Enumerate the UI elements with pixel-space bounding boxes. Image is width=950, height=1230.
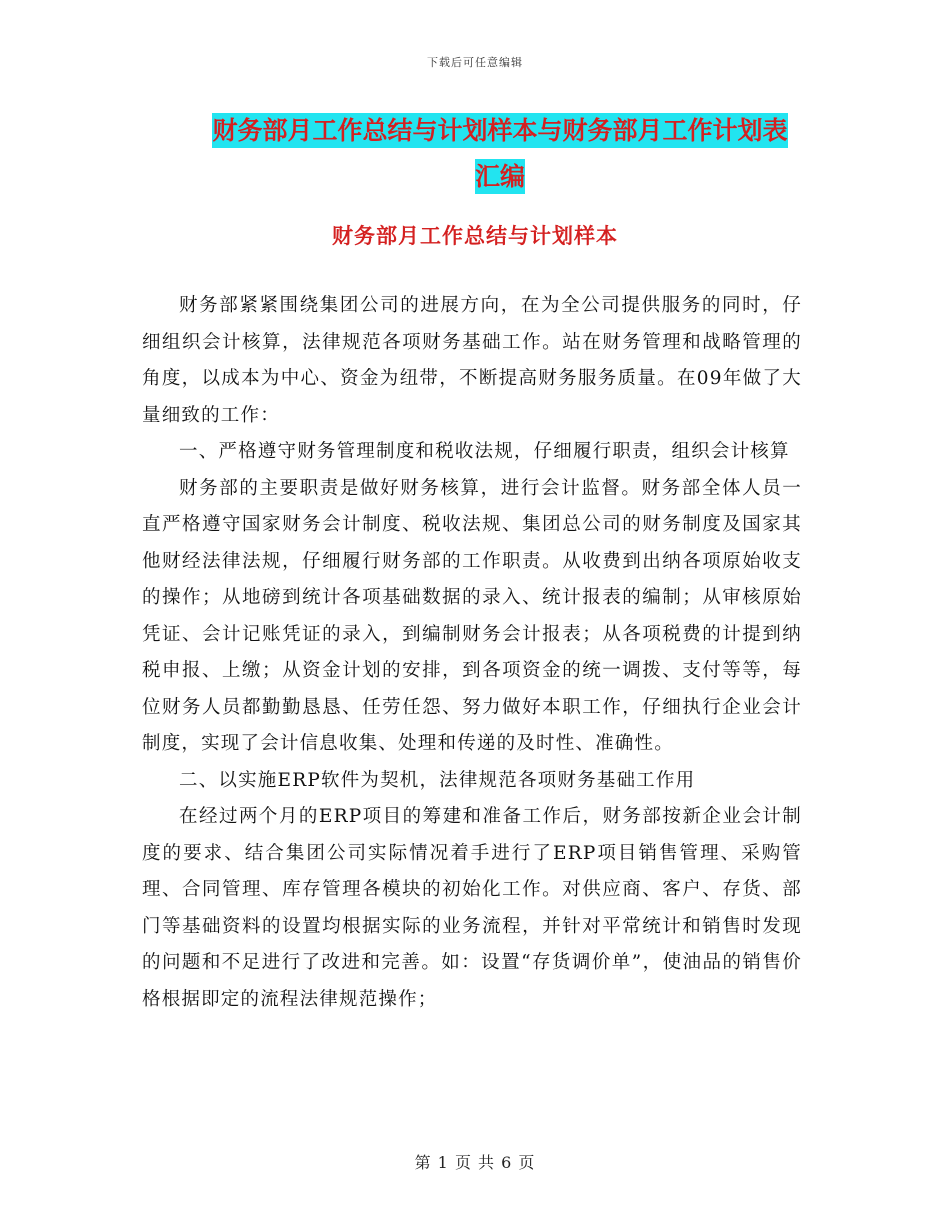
body-text — [142, 288, 802, 1018]
document-title — [140, 108, 860, 200]
paragraph-erp: 在经过两个月的ERP项目的筹建和准备工作后，财务部按新企业会计制度的要求、结合集团公司实际情况着手进行了ERP项目销售管理、采购管理、合同管理、库存管理各模块的初始化工作。对供应商、客户、存货、部门等基础资料的设置均根据实际的业务流程，并针对平常统计和销售时发现的问题和不足进行了改进和完善。如：设置“存货调价单”，使油品的销售价格根据即定的流程法律规范操作； — [142, 806, 802, 1010]
heading-one: 一、严格遵守财务管理制度和税收法规，仔细履行职责，组织会计核算 — [179, 441, 790, 462]
paragraph-duties: 财务部的主要职责是做好财务核算，进行会计监督。财务部全体人员一直严格遵守国家财务会计制度、税收法规、集团总公司的财务制度及国家其他财经法律法规，仔细履行财务部的工作职责。从收费到出纳各项原始收支的操作；从地磅到统计各项基础数据的录入、统计报表的编制；从审核原始凭证、会计记账凭证的录入，到编制财务会计报表；从各项税费的计提到纳税申报、上缴；从资金计划的安排，到各项资金的统一调拨、支付等等，每位财务人员都勤勤恳恳、任劳任怨、努力做好本职工作，仔细执行企业会计制度，实现了会计信息收集、处理和传递的及时性、准确性。 — [142, 477, 802, 754]
paragraph-intro: 财务部紧紧围绕集团公司的进展方向，在为全公司提供服务的同时，仔细组织会计核算，法律规范各项财务基础工作。站在财务管理和战略管理的角度，以成本为中心、资金为纽带，不断提高财务服务质量。在09年做了大量细致的工作： — [142, 295, 802, 426]
section-title: 财务部月工作总结与计划样本 — [332, 224, 618, 248]
heading-two: 二、以实施ERP软件为契机，法律规范各项财务基础工作用 — [179, 769, 696, 791]
title-line-1: 财务部月工作总结与计划样本与财务部月工作计划表 — [212, 113, 787, 148]
header-note: 下载后可任意编辑 — [427, 56, 523, 69]
title-line-2: 汇编 — [475, 159, 525, 194]
page-number: 第 1 页 共 6 页 — [414, 1153, 536, 1172]
